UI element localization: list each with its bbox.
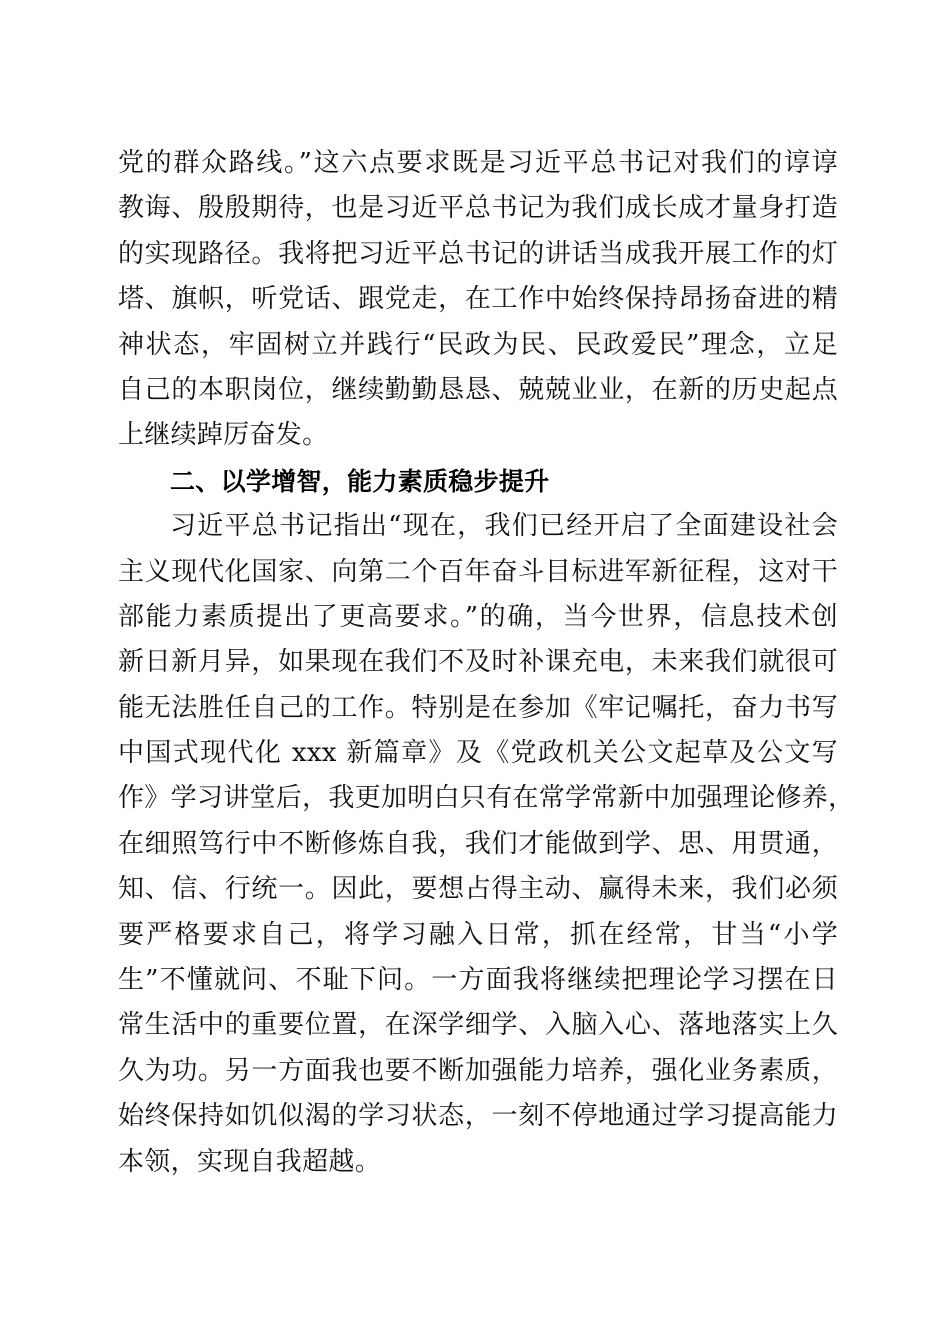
text-line: 中国式现代化 xxx 新篇章》及《党政机关公文起草及公文写 [118, 738, 838, 769]
text-line: 在细照笃行中不断修炼自我，我们才能做到学、思、用贯通， [118, 828, 838, 859]
text-line: 新日新月异，如果现在我们不及时补课充电，未来我们就很可 [118, 647, 838, 678]
text-line: 部能力素质提出了更高要求。”的确，当今世界，信息技术创 [118, 601, 838, 632]
text-line: 常生活中的重要位置，在深学细学、入脑入心、落地落实上久 [118, 1010, 838, 1041]
text-line: 知、信、行统一。因此，要想占得主动、赢得未来，我们必须 [118, 874, 838, 905]
document-body [118, 141, 855, 1185]
text-line: 神状态，牢固树立并践行“民政为民、民政爱民”理念，立足 [118, 329, 838, 360]
text-line: 能无法胜任自己的工作。特别是在参加《牢记嘱托，奋力书写 [118, 692, 838, 723]
text-line: 久为功。另一方面我也要不断加强能力培养，强化业务素质， [118, 1055, 838, 1086]
text-line: 上继续踔厉奋发。 [118, 420, 329, 451]
section-heading-2: 二、以学增智，能力素质稳步提升 [170, 466, 550, 496]
text-line: 塔、旗帜，听党话、跟党走，在工作中始终保持昂扬奋进的精 [118, 284, 838, 315]
paragraph-1 [118, 141, 838, 459]
text-line: 要严格要求自己，将学习融入日常，抓在经常，甘当“小学 [118, 919, 838, 950]
text-line: 习近平总书记指出“现在，我们已经开启了全面建设社会 [170, 511, 838, 542]
text-line: 本领，实现自我超越。 [118, 1146, 382, 1177]
text-line: 作》学习讲堂后，我更加明白只有在常学常新中加强理论修养， [118, 783, 855, 814]
text-line: 党的群众路线。”这六点要求既是习近平总书记对我们的谆谆 [118, 148, 838, 178]
text-line: 教诲、殷殷期待，也是习近平总书记为我们成长成才量身打造 [118, 193, 838, 224]
text-line: 主义现代化国家、向第二个百年奋斗目标进军新征程，这对干 [118, 556, 838, 587]
text-line: 生”不懂就问、不耻下问。一方面我将继续把理论学习摆在日 [118, 965, 838, 996]
text-line: 始终保持如饥似渴的学习状态，一刻不停地通过学习提高能力 [118, 1101, 838, 1132]
text-line: 自己的本职岗位，继续勤勤恳恳、兢兢业业，在新的历史起点 [118, 374, 838, 405]
paragraph-2 [118, 504, 855, 1185]
text-line: 的实现路径。我将把习近平总书记的讲话当成我开展工作的灯 [118, 238, 838, 269]
